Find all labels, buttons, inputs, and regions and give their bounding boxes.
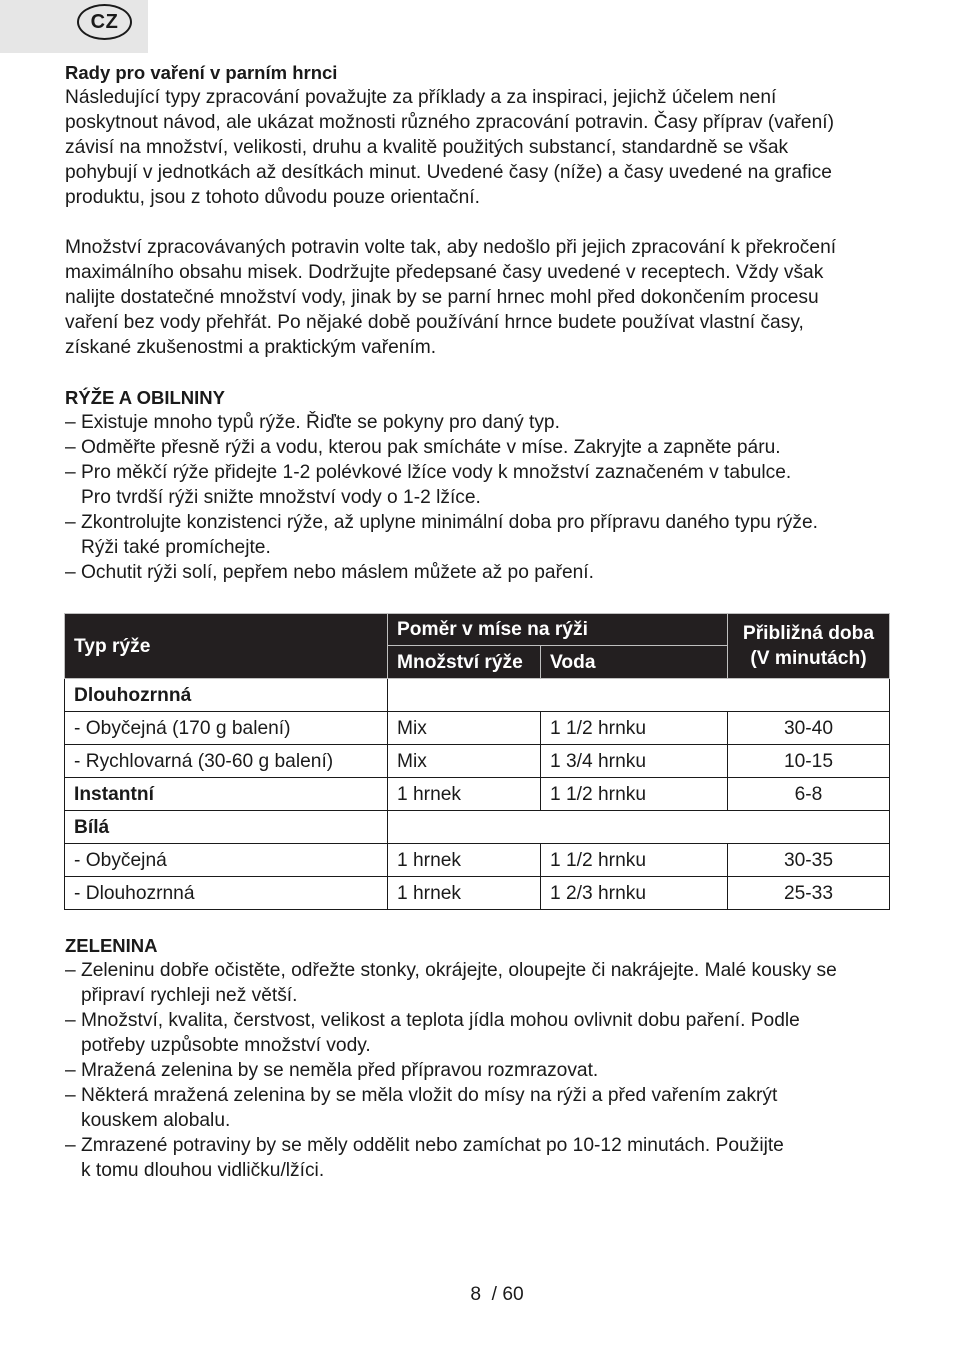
language-badge: CZ	[77, 4, 132, 40]
table-cell-amount: 1 hrnek	[388, 778, 541, 811]
page-number: 8 / 60	[470, 1284, 524, 1305]
header-rice-amount: Množství rýže	[388, 646, 541, 679]
language-tab	[0, 0, 148, 53]
header-rice-type: Typ rýže	[65, 614, 388, 679]
table-cell-type: - Rychlovarná (30-60 g balení)	[65, 745, 388, 778]
vegetables-section-title: ZELENINA	[65, 935, 158, 956]
vegetables-bullet: – Zmrazené potraviny by se měly oddělit nebo zamíchat po 10-12 minutách. Použijte k tomu dlouhou vidličku/lžíci.	[65, 1135, 784, 1181]
rice-bullet: – Ochutit rýži solí, pepřem nebo máslem můžete až po paření.	[65, 562, 594, 583]
table-cell-type: Bílá	[65, 811, 388, 844]
text-line: poskytnout návod, ale ukázat možnosti různého zpracování potravin. Časy příprav (vaření)	[65, 112, 834, 133]
text-line: maximálního obsahu misek. Dodržujte předepsané časy uvedené v receptech. Vždy však	[65, 262, 824, 283]
rice-table	[64, 613, 890, 910]
table-row	[65, 745, 890, 778]
rice-bullet: – Odměřte přesně rýži a vodu, kterou pak smícháte v míse. Zakryjte a zapněte páru.	[65, 437, 781, 458]
table-cell-water: 1 1/2 hrnku	[541, 844, 728, 877]
text-line: získané zkušenostmi a praktickým vařením.	[65, 337, 437, 358]
vegetables-bullet: – Některá mražená zelenina by se měla vložit do mísy na rýži a před vařením zakrýt kouskem alobalu.	[65, 1085, 778, 1131]
table-row	[65, 877, 890, 910]
table-cell-time: 30-40	[728, 712, 890, 745]
table-cell-water: 1 3/4 hrnku	[541, 745, 728, 778]
table-cell-amount: 1 hrnek	[388, 844, 541, 877]
table-cell-time: 25-33	[728, 877, 890, 910]
table-row	[65, 712, 890, 745]
vegetables-bullet: – Mražená zelenina by se neměla před přípravou rozmrazovat.	[65, 1060, 599, 1081]
table-cell-empty	[388, 811, 890, 844]
table-cell-empty	[388, 679, 890, 712]
table-cell-type: Dlouhozrnná	[65, 679, 388, 712]
vegetables-bullet: – Zeleninu dobře očistěte, odřežte stonky, okrájejte, oloupejte či nakrájejte. Malé kousky se připraví rychleji než větší.	[65, 960, 837, 1006]
rice-bullet: – Zkontrolujte konzistenci rýže, až uplyne minimální doba pro přípravu daného typu rýže. Rýži také promíchejte.	[65, 512, 818, 558]
table-cell-water: 1 1/2 hrnku	[541, 778, 728, 811]
header-water: Voda	[541, 646, 728, 679]
table-cell-time: 6-8	[728, 778, 890, 811]
table-cell-amount: 1 hrnek	[388, 877, 541, 910]
rice-section-title: RÝŽE A OBILNINY	[65, 387, 225, 408]
header-time: Přibližná doba (V minutách)	[728, 614, 890, 679]
vegetables-section	[65, 933, 895, 1183]
intro-paragraph-2	[65, 235, 895, 360]
table-cell-type: - Obyčejná (170 g balení)	[65, 712, 388, 745]
table-cell-amount: Mix	[388, 712, 541, 745]
table-cell-amount: Mix	[388, 745, 541, 778]
table-row	[65, 778, 890, 811]
rice-bullet: – Pro měkčí rýže přidejte 1-2 polévkové lžíce vody k množství zaznačeném v tabulce. Pro tvrdší rýži snižte množství vody o 1-2 lžíce.	[65, 462, 792, 508]
table-row-group	[65, 811, 890, 844]
vegetables-bullet: – Množství, kvalita, čerstvost, velikost a teplota jídla mohou ovlivnit dobu paření. Podle potřeby uzpůsobte množství vody.	[65, 1010, 800, 1056]
rice-bullet: – Existuje mnoho typů rýže. Řiďte se pokyny pro daný typ.	[65, 412, 560, 433]
text-line: nalijte dostatečné množství vody, jinak by se parní hrnec mohl před dokončením procesu	[65, 287, 819, 308]
table-row-group	[65, 679, 890, 712]
table-cell-type: Instantní	[65, 778, 388, 811]
table-cell-time: 30-35	[728, 844, 890, 877]
text-line: Následující typy zpracování považujte za příklady a za inspiraci, jejichž účelem není	[65, 87, 777, 108]
header-ratio: Poměr v míse na rýži	[388, 614, 728, 646]
intro-section	[65, 60, 895, 585]
table-cell-time: 10-15	[728, 745, 890, 778]
text-line: Množství zpracovávaných potravin volte tak, aby nedošlo při jejich zpracování k překročení	[65, 237, 837, 258]
table-cell-water: 1 1/2 hrnku	[541, 712, 728, 745]
table-cell-type: - Obyčejná	[65, 844, 388, 877]
intro-title: Rady pro vaření v parním hrnci	[65, 62, 338, 83]
table-cell-water: 1 2/3 hrnku	[541, 877, 728, 910]
text-line: vaření bez vody přehřát. Po nějaké době používání hrnce budete používat vlastní časy,	[65, 312, 804, 333]
text-line: závisí na množství, velikosti, druhu a kvalitě použitých substancí, standardně se však	[65, 137, 789, 158]
text-line: produktu, jsou z tohoto důvodu pouze orientační.	[65, 187, 480, 208]
text-line: pohybují v jednotkách až desítkách minut. Uvedené časy (níže) a časy uvedené na grafice	[65, 162, 832, 183]
table-row	[65, 844, 890, 877]
table-cell-type: - Dlouhozrnná	[65, 877, 388, 910]
intro-paragraph-1	[65, 85, 895, 210]
